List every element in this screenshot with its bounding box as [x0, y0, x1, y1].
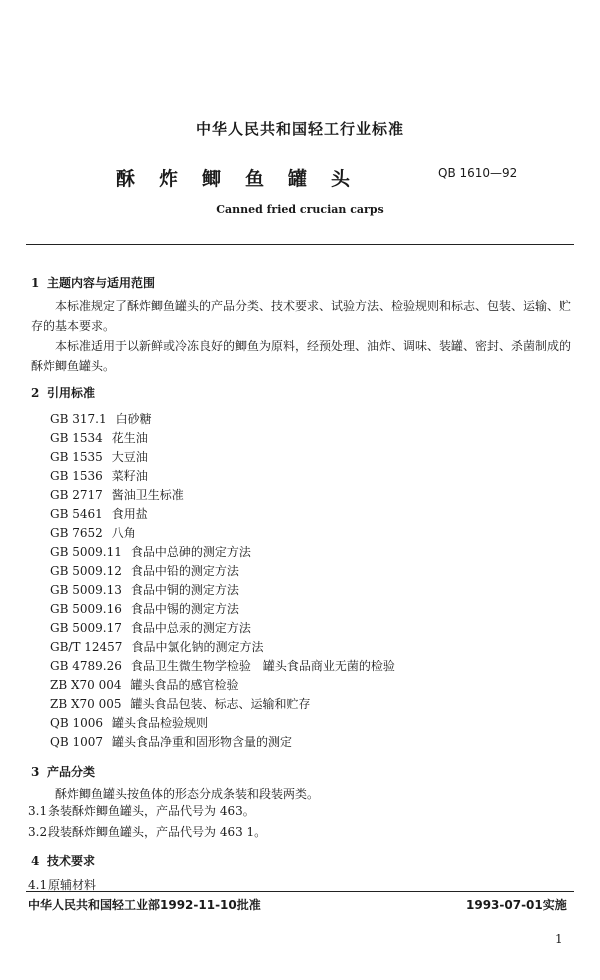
reference-item	[50, 676, 239, 694]
reference-name: 罐头食品包装、标志、运输和贮存	[130, 697, 311, 711]
reference-item	[50, 600, 239, 618]
reference-item	[50, 543, 251, 561]
section-1-paragraph-1: 本标准规定了酥炸鲫鱼罐头的产品分类、技术要求、试验方法、检验规则和标志、包装、运输、贮存的基本要求。	[31, 299, 572, 333]
reference-code: GB 4789.26	[50, 659, 122, 673]
reference-code: GB 5009.13	[50, 583, 122, 597]
clause-3-1	[28, 802, 255, 819]
reference-code: GB 1534	[50, 431, 103, 445]
reference-name: 食品中总砷的测定方法	[130, 545, 251, 559]
reference-code: GB 5009.11	[50, 545, 122, 559]
reference-item	[50, 695, 311, 713]
reference-item	[50, 429, 148, 447]
reference-item	[50, 410, 152, 428]
reference-code: GB/T 12457	[50, 640, 123, 654]
reference-code: GB 317.1	[50, 412, 107, 426]
reference-name: 大豆油	[111, 450, 148, 464]
reference-code: GB 5009.16	[50, 602, 122, 616]
reference-name: 食品卫生微生物学检验 罐头食品商业无菌的检验	[130, 659, 395, 673]
clause-number: 3.2	[28, 825, 48, 839]
reference-name: 罐头食品的感官检验	[130, 678, 239, 692]
reference-code: GB 2717	[50, 488, 103, 502]
section-title: 引用标准	[47, 386, 96, 400]
reference-code: QB 1007	[50, 735, 104, 749]
reference-name: 食品中锡的测定方法	[130, 602, 239, 616]
reference-code: GB 5461	[50, 507, 103, 521]
reference-code: GB 5009.12	[50, 564, 122, 578]
clause-text: 原辅材料	[48, 878, 97, 892]
reference-code: GB 1536	[50, 469, 103, 483]
section-3-heading	[31, 763, 95, 780]
reference-item	[50, 505, 148, 523]
reference-name: 酱油卫生标准	[111, 488, 184, 502]
reference-code: QB 1006	[50, 716, 104, 730]
reference-name: 八角	[111, 526, 136, 540]
clause-3-2	[28, 823, 266, 840]
reference-name: 花生油	[111, 431, 148, 445]
reference-name: 食品中总汞的测定方法	[130, 621, 251, 635]
reference-item	[50, 638, 263, 656]
reference-code: GB 1535	[50, 450, 103, 464]
section-number: 4	[31, 854, 40, 868]
issuing-authority: 中华人民共和国轻工行业标准	[195, 120, 404, 138]
reference-item	[50, 714, 208, 732]
reference-item	[50, 581, 239, 599]
effective-date: 1993-07-01实施	[466, 898, 567, 912]
reference-name: 罐头食品检验规则	[112, 716, 209, 730]
reference-code: ZB X70 004	[50, 678, 122, 692]
english-title: Canned fried crucian carps	[216, 203, 384, 216]
reference-code: GB 7652	[50, 526, 103, 540]
reference-name: 罐头食品净重和固形物含量的测定	[112, 735, 293, 749]
reference-name: 食品中氯化钠的测定方法	[131, 640, 264, 654]
reference-item	[50, 619, 251, 637]
section-number: 2	[31, 386, 40, 400]
page-number: 1	[555, 932, 563, 946]
reference-name: 食品中铅的测定方法	[130, 564, 239, 578]
reference-item	[50, 448, 148, 466]
standard-code: QB 1610—92	[438, 166, 518, 180]
clause-text: 条装酥炸鲫鱼罐头，产品代号为 463。	[48, 804, 255, 818]
reference-item	[50, 562, 239, 580]
footer-divider	[26, 891, 574, 892]
section-2-heading	[31, 384, 95, 401]
section-number: 1	[31, 276, 40, 290]
reference-item	[50, 733, 292, 751]
section-1-paragraph-2: 本标准适用于以新鲜或冷冻良好的鲫鱼为原料，经预处理、油炸、调味、装罐、密封、杀菌制成的酥炸鲫鱼罐头。	[31, 339, 572, 373]
clause-number: 4.1	[28, 878, 48, 892]
reference-item	[50, 657, 395, 675]
clause-text: 段装酥炸鲫鱼罐头，产品代号为 463 1。	[48, 825, 267, 839]
section-1-heading	[31, 274, 155, 291]
section-number: 3	[31, 765, 40, 779]
section-title: 主题内容与适用范围	[47, 276, 156, 290]
reference-name: 食品中铜的测定方法	[130, 583, 239, 597]
reference-item	[50, 467, 148, 485]
section-title: 产品分类	[47, 765, 96, 779]
clause-number: 3.1	[28, 804, 48, 818]
reference-code: GB 5009.17	[50, 621, 122, 635]
header-divider	[26, 244, 574, 245]
reference-code: ZB X70 005	[50, 697, 122, 711]
reference-item	[50, 524, 136, 542]
document-title: 酥炸鲫鱼罐头	[116, 168, 375, 190]
reference-name: 白砂糖	[115, 412, 152, 426]
reference-name: 菜籽油	[111, 469, 148, 483]
approval-line: 中华人民共和国轻工业部1992-11-10批准	[28, 898, 261, 912]
reference-name: 食用盐	[111, 507, 148, 521]
section-4-heading	[31, 852, 95, 869]
section-title: 技术要求	[47, 854, 96, 868]
section-3-paragraph: 酥炸鲫鱼罐头按鱼体的形态分成条装和段装两类。	[55, 787, 320, 801]
reference-item	[50, 486, 184, 504]
